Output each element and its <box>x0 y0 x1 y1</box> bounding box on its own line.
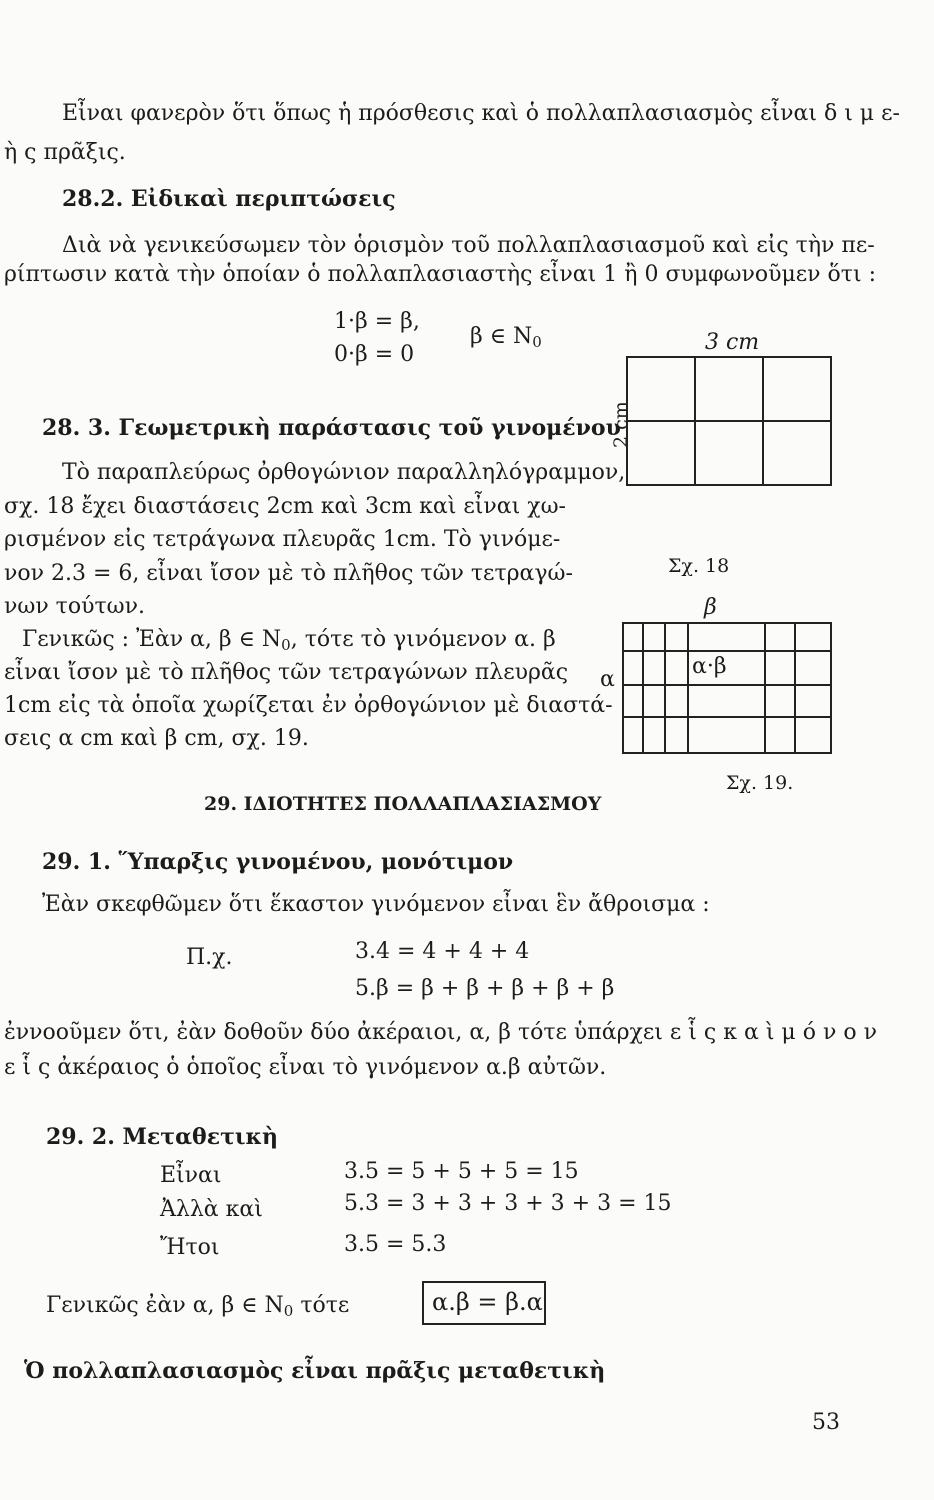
fig19-grid-line <box>624 650 830 652</box>
fig19-grid-line <box>624 684 830 686</box>
fig18-grid-line <box>628 420 830 422</box>
s292-general: Γενικῶς ἐὰν α, β ∈ $N_0$ τότε <box>46 1293 350 1320</box>
fig18-side-label: 2 cm <box>610 401 632 448</box>
s283-p1-line-3: ρισμένον εἰς τετράγωνα πλευρᾶς 1cm. Τὸ γινόμε- <box>4 527 561 552</box>
s292-row-1-expr: 3.5 = 5 + 5 + 5 = 15 <box>344 1159 579 1184</box>
s282-line-2: ρίπτωσιν κατὰ τὴν ὁποίαν ὁ πολλαπλασιαστὴς εἶναι 1 ἢ 0 συμφωνοῦμεν ὅτι : <box>4 262 876 287</box>
fig19-grid-line <box>624 716 830 718</box>
eq-zero-times-b: 0·β = 0 <box>334 342 415 367</box>
s292-conclusion: Ὁ πολλαπλασιασμὸς εἶναι πρᾶξις μεταθετικὴ <box>24 1358 606 1384</box>
heading-28-2: 28.2. Εἰδικαὶ περιπτώσεις <box>62 186 396 212</box>
fig18-top-label: 3 cm <box>705 330 760 355</box>
condition-b-in-n0: β ∈ $N_0$ <box>470 324 542 351</box>
s283-p1-line-5: νων τούτων. <box>4 594 145 619</box>
fig18-caption: Σχ. 18 <box>668 555 730 577</box>
s283-p1-line-4: νον 2.3 = 6, εἶναι ἴσον μὲ τὸ πλῆθος τῶν τετραγώ- <box>4 561 573 586</box>
fig19-grid-line <box>794 624 796 752</box>
intro-line-2: ὴ ς πρᾶξις. <box>4 140 126 165</box>
heading-29-1: 29. 1. Ὕπαρξις γινομένου, μονότιμον <box>42 849 514 875</box>
s292-row-3-expr: 3.5 = 5.3 <box>344 1232 447 1257</box>
fig19-grid-line <box>687 624 689 752</box>
s283-p2-line-4: σεις α cm καὶ β cm, σχ. 19. <box>4 726 309 751</box>
fig18-grid <box>626 356 832 486</box>
fig19-cell-label: α·β <box>692 654 727 679</box>
s283-p1-line-1: Τὸ παραπλεύρως ὀρθογώνιον παραλληλόγραμμον, <box>62 460 626 485</box>
s292-row-2-label: Ἀλλὰ καὶ <box>160 1197 263 1222</box>
s283-p1-line-2: σχ. 18 ἔχει διαστάσεις 2cm καὶ 3cm καὶ εἶναι χω- <box>4 494 566 519</box>
s291-example-1: 3.4 = 4 + 4 + 4 <box>355 939 530 964</box>
section-29-title: 29. ΙΔΙΟΤΗΤΕΣ ΠΟΛΛΑΠΛΑΣΙΑΣΜΟΥ <box>204 793 602 815</box>
fig19-grid-line <box>764 624 766 752</box>
s291-line-1: Ἐὰν σκεφθῶμεν ὅτι ἕκαστον γινόμενον εἶναι ἓν ἄθροισμα : <box>42 892 710 917</box>
fig19-caption: Σχ. 19. <box>726 772 794 794</box>
commutative-formula: α.β = β.α <box>432 1288 543 1316</box>
fig19-grid <box>622 622 832 754</box>
s291-line-2: ἐννοοῦμεν ὅτι, ἐὰν δοθοῦν δύο ἀκέραιοι, α, β τότε ὑπάρχει ε ἷ ς κ α ὶ μ ό ν ο ν <box>4 1020 877 1045</box>
fig19-top-label: β <box>704 595 717 620</box>
s283-p2-line-3: 1cm εἰς τὰ ὁποῖα χωρίζεται ἐν ὀρθογώνιον μὲ διαστά- <box>4 693 613 718</box>
s291-px: Π.χ. <box>186 945 233 970</box>
fig19-grid-line <box>664 624 666 752</box>
intro-line-1: Εἶναι φανερὸν ὅτι ὅπως ἡ πρόσθεσις καὶ ὁ πολλαπλασιασμὸς εἶναι δ ι μ ε- <box>62 101 900 126</box>
s282-line-1: Διὰ νὰ γενικεύσωμεν τὸν ὁρισμὸν τοῦ πολλαπλασιασμοῦ καὶ εἰς τὴν πε- <box>62 233 875 258</box>
heading-28-3: 28. 3. Γεωμετρικὴ παράστασις τοῦ γινομένου <box>42 415 621 441</box>
s292-row-1-label: Εἶναι <box>160 1163 222 1188</box>
s292-row-2-expr: 5.3 = 3 + 3 + 3 + 3 + 3 = 15 <box>344 1191 672 1216</box>
s292-row-3-label: Ἤτοι <box>160 1235 220 1260</box>
fig19-grid-line <box>642 624 644 752</box>
s291-example-2: 5.β = β + β + β + β + β <box>355 976 615 1001</box>
s283-p2-line-2: εἶναι ἴσον μὲ τὸ πλῆθος τῶν τετραγώνων πλευρᾶς <box>4 660 569 685</box>
heading-29-2: 29. 2. Μεταθετικὴ <box>46 1124 278 1150</box>
s291-line-3: ε ἷ ς ἀκέραιος ὁ ὁποῖος εἶναι τὸ γινόμενον α.β αὐτῶν. <box>4 1055 607 1080</box>
page-number: 53 <box>812 1410 840 1435</box>
s283-p2-line-1: Γενικῶς : Ἐὰν α, β ∈ $N_0$, τότε τὸ γινόμενον α. β <box>22 627 556 654</box>
fig19-side-label: α <box>600 667 615 692</box>
eq-one-times-b: 1·β = β, <box>334 309 420 334</box>
commutative-box <box>422 1281 546 1325</box>
